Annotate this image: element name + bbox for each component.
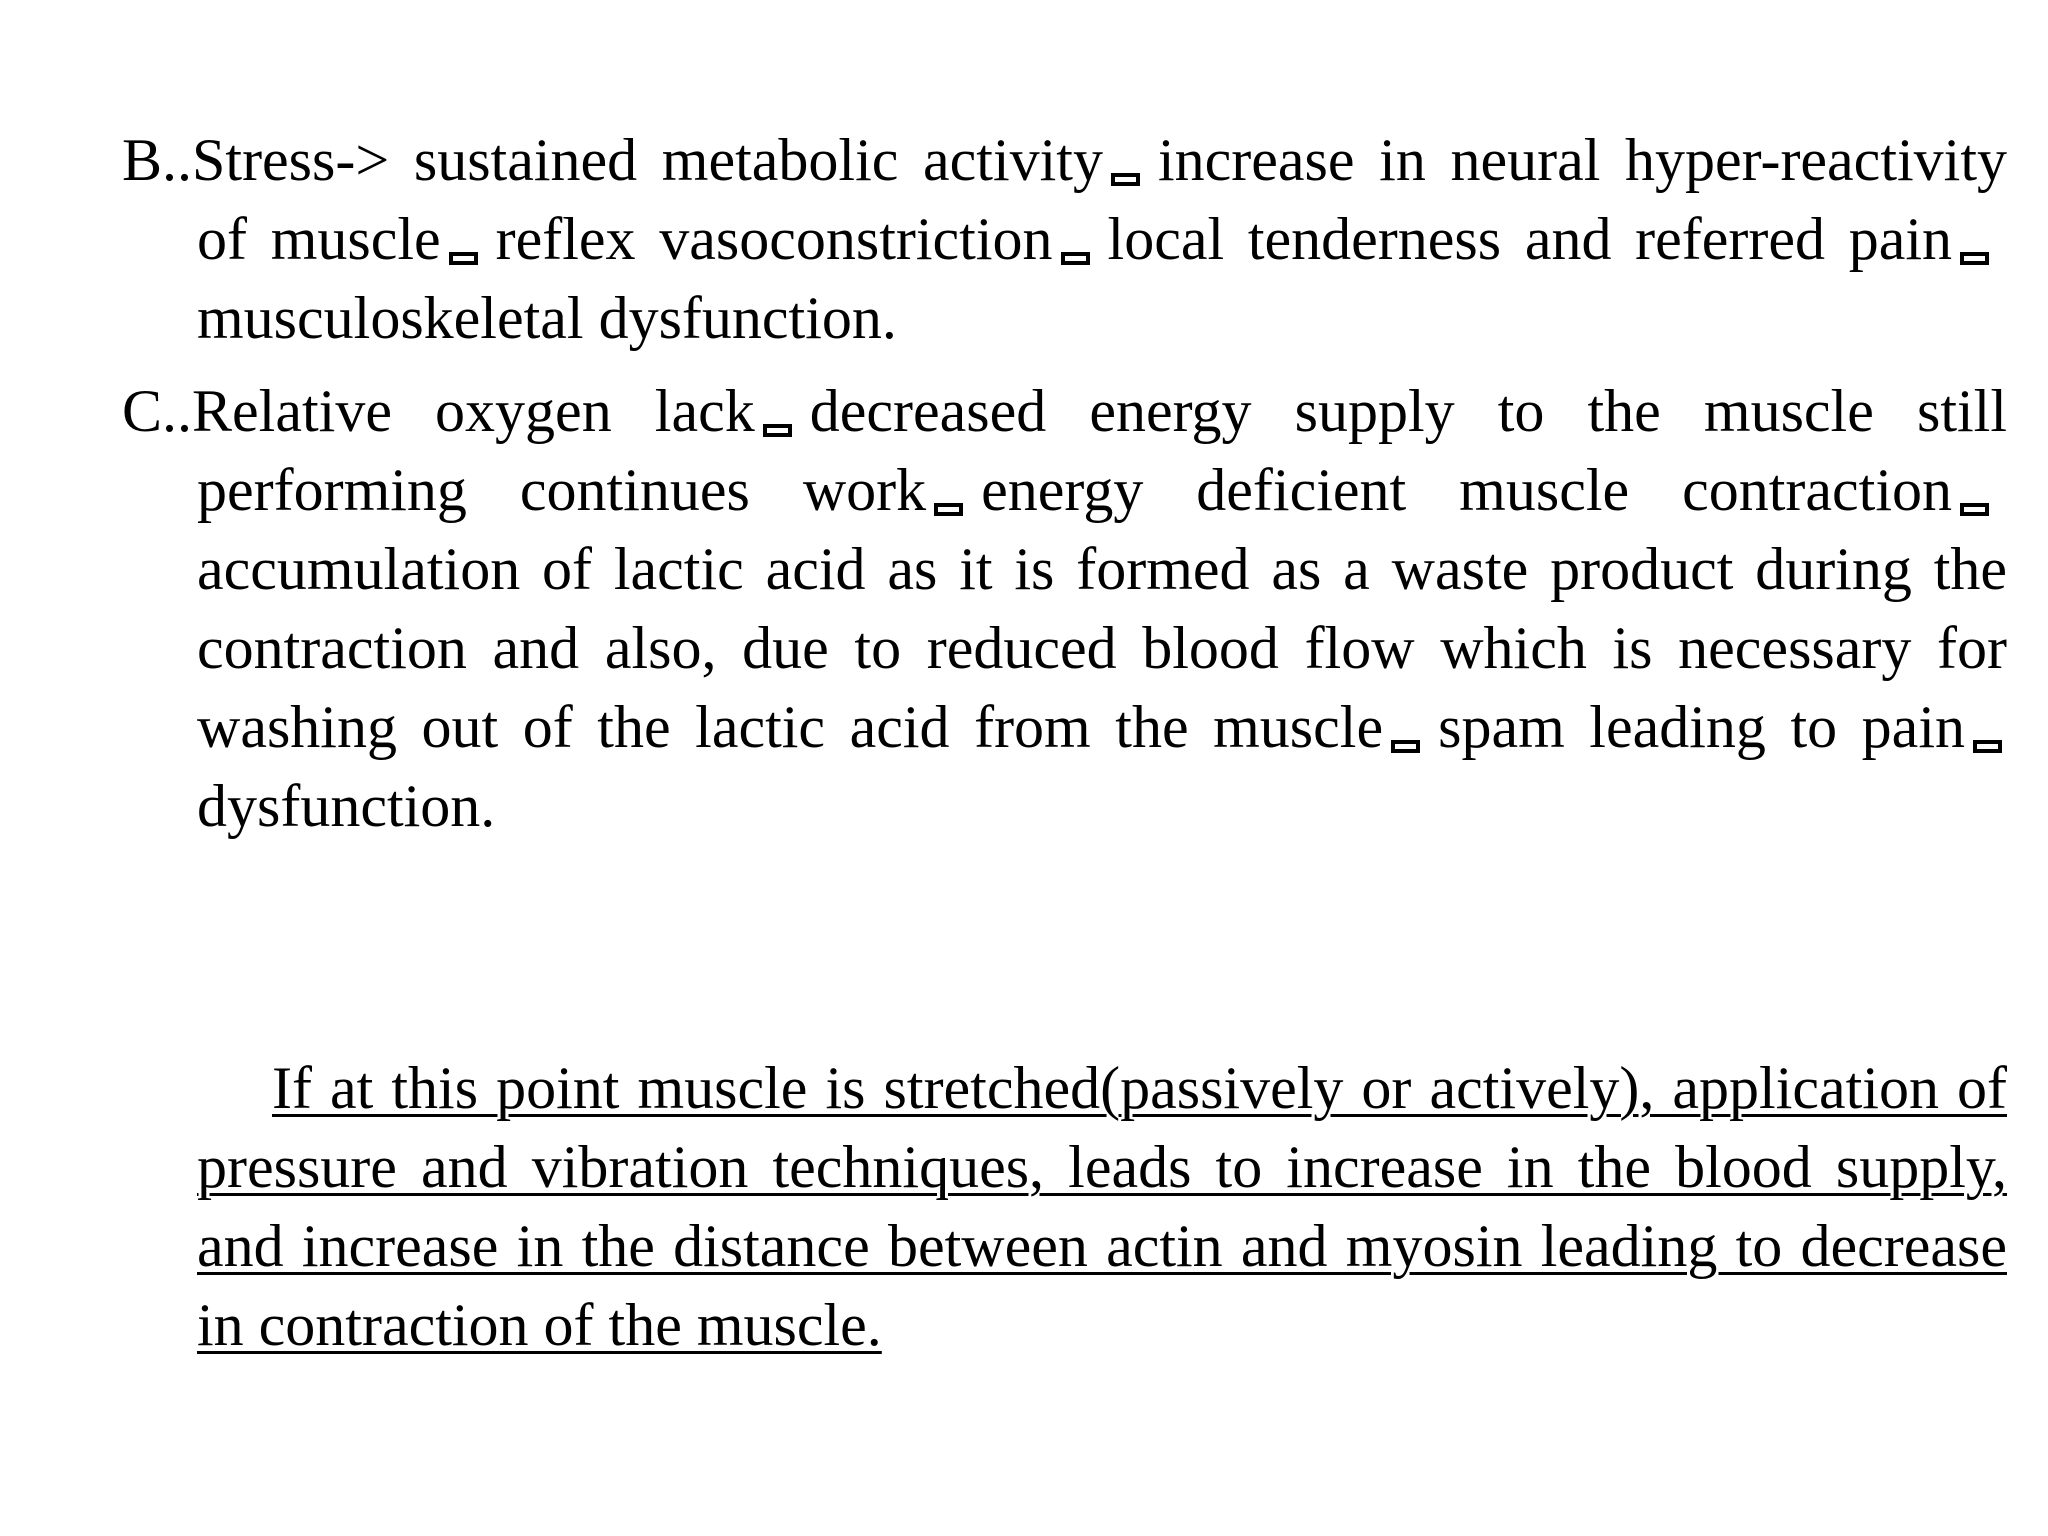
point-c-label: C.. bbox=[122, 378, 193, 444]
point-c-segment-2: decreased energy supply to the muscle still performing continues work bbox=[197, 378, 2007, 523]
point-b-segment-1: Stress-> sustained metabolic activity bbox=[192, 127, 1103, 193]
point-b-segment-5: musculoskeletal dysfunction. bbox=[197, 285, 897, 351]
point-b-label: B.. bbox=[122, 127, 193, 193]
point-b-segment-4: local tenderness and referred pain bbox=[1107, 206, 1952, 272]
point-c-segment-5: spam leading to pain bbox=[1438, 694, 1965, 760]
point-b bbox=[122, 121, 2007, 358]
arrow-box-icon bbox=[1391, 740, 1420, 753]
arrow-box-icon bbox=[934, 503, 963, 516]
point-c-segment-1: Relative oxygen lack bbox=[192, 378, 755, 444]
point-b-segment-3: reflex vasoconstriction bbox=[495, 206, 1053, 272]
point-c-segment-4: accumulation of lactic acid as it is formed as a waste product during the contraction and also, due to reduced blood flow which is necessary for washing out of the lactic acid from the muscle bbox=[197, 536, 2007, 760]
arrow-box-icon bbox=[1960, 503, 1989, 516]
arrow-box-icon bbox=[1973, 740, 2002, 753]
arrow-box-icon bbox=[1061, 252, 1090, 265]
point-c bbox=[122, 372, 2007, 846]
point-c-segment-6: dysfunction. bbox=[197, 773, 496, 839]
point-c-segment-3: energy deficient muscle contraction bbox=[981, 457, 1952, 523]
arrow-box-icon bbox=[1960, 252, 1989, 265]
arrow-box-icon bbox=[449, 252, 478, 265]
arrow-box-icon bbox=[1111, 173, 1140, 186]
point-b-segment-2: increase in neural hyper-reactivity of muscle bbox=[197, 127, 2007, 272]
arrow-box-icon bbox=[763, 424, 792, 437]
conclusion-paragraph: If at this point muscle is stretched(passively or actively), application of pressure and vibration techniques, leads to increase in the blood supply, and increase in the distance between actin and myosin leading to decrease in contraction of the muscle. bbox=[197, 1055, 2007, 1358]
